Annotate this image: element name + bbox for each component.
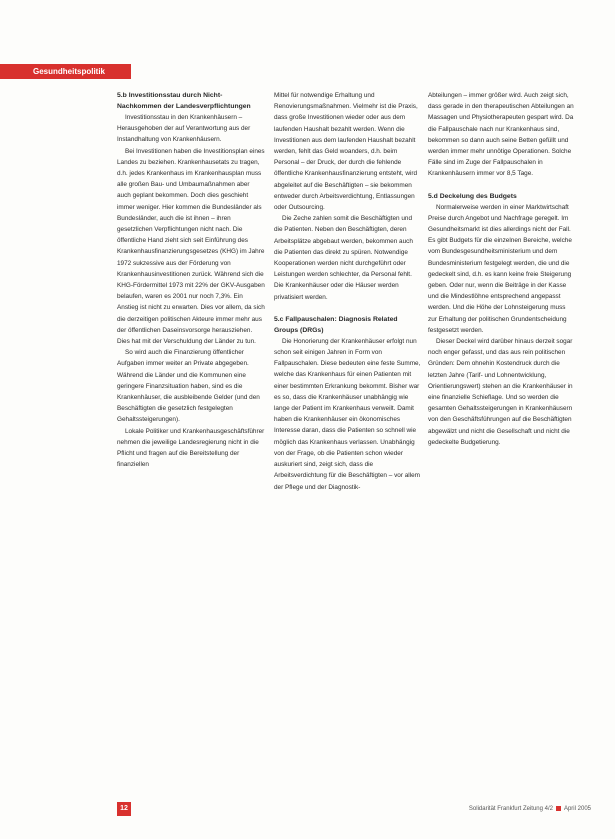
section-tag: Gesundheitspolitik (0, 64, 131, 79)
paragraph: Investitionsstau in den Krankenhäusern – Herausgehoben der auf Verantwortung aus der Instandhaltung von Krankenhäusern. (117, 114, 251, 144)
section-heading-5b: 5.b Investitionsstau durch Nicht-Nachkommen der Landesverpflichtungen (117, 92, 251, 110)
paragraph: So wird auch die Finanzierung öffentlicher Aufgaben immer weiter an Private abgegeben. Während die Länder und die Kommunen eine geringere Finanzsituation haben, sind es die Krankenhäuser, die ausbleibende Gelder (und den Beschäftigten die gesetzlich festgelegten Gehaltssteigerungen). (117, 349, 260, 424)
footer-publication: Solidarität Frankfurt Zeitung 4/2 (468, 806, 553, 813)
paragraph: Bei Investitionen haben die Investitionsplan eines Landes zu beziehen. Krankenhausetats zu tragen, d.h. jedes Krankenhaus im Krankenhausplan muss alle großen Bau- und Umbaumaßnahmen aber auch geplant bekommen. Doch dies geschieht immer weniger. Hier kommen die Bundesländer als Bundesländer, auch die ist ihnen – ihren gesetzlichen Verpflichtungen nicht nach. Die öffentliche Hand zieht sich seit Einführung des Krankenhausfinanzierungsgesetzes (KHG) im Jahre 1972 sukzessive aus der Förderung von Krankenhausinvestitionen zurück. Während sich die KHG-Fördermittel 1973 mit 22% der GKV-Ausgaben belaufen, waren es 2001 nur noch 7,3%. Ein Anstieg ist nicht zu erwarten. Dies vor allem, da sich die derzeitigen politischen Akteure immer mehr aus der öffentlichen Daseinsvorsorge herausziehen. Dies hat mit der Verschuldung der Länder zu tun. (117, 147, 265, 346)
footer-date: April 2005 (563, 806, 591, 813)
paragraph: Die Zeche zahlen somit die Beschäftigten und die Patienten. Neben den Beschäftigten, deren Arbeitsplätze abgebaut werden, bekommen auch die Patienten das direkt zu spüren. Notwendige Kooperationen werden nicht durchgeführt oder Leistungen werden schlechter, da Personal fehlt. Die Krankenhäuser oder die Häuser werden privatisiert werden. (274, 215, 413, 301)
column-3 (428, 90, 576, 448)
paragraph: Lokale Politiker und Krankenhausgeschäftsführer nehmen die jeweilige Landesregierung nicht in die Pflicht und fragen auf die Bereitstellung der finanziellen (117, 427, 265, 469)
paragraph: Die Honorierung der Krankenhäuser erfolgt nun schon seit einigen Jahren in Form von Fallpauschalen. Diese bedeuten eine feste Summe, welche das Krankenhaus für einen Patienten mit einer bestimmten Erkrankung bekommt. Bisher war es so, dass die Krankenhäuser unabhängig wie lange der Patient im Krankenhaus verweilt. Damit haben die Krankenhäuser ein ökonomisches Interesse daran, dass die Patienten so schnell wie möglich das Krankenhaus verlassen. Unabhängig von der Frage, ob die Patienten schon wieder auskuriert sind, zeigt sich, dass die Arbeitsverdichtung für die Beschäftigten – vor allem der Pflege und der Diagnostik- (274, 337, 421, 491)
footer-note (469, 806, 591, 812)
square-icon (556, 806, 561, 811)
paragraph: Dieser Deckel wird darüber hinaus derzeit sogar noch enger gefasst, und das aus rein politischen Gründen: Dem ohnehin Kostendruck durch die letzten Jahre (Tarif- und Lohnentwicklung, Orientierungswert) stehen an die Krankenhäuser in eine finanzielle Schieflage. Und so werden die gesamten Gehaltssteigerungen in Krankenhäusern von den Geschäftsführungen auf die Beschäftigten abgewälzt und nicht die Gesellschaft und nicht die gedeckelte Budgetierung. (428, 338, 573, 446)
column-1 (117, 90, 265, 471)
section-heading-5c: 5.c Fallpauschalen: Diagnosis Related Groups (DRGs) (274, 315, 398, 334)
column-2 (274, 90, 422, 493)
paragraph: Abteilungen – immer größer wird. Auch zeigt sich, dass gerade in den therapeutischen Abteilungen an Massagen und Physiotherapeuten gespart wird. Da die Fallpauschale nach nur Krankenhaus sind, bekommen so dann auch seine Betten gefüllt und werden immer mehr unnötige Operationen. Solche Fälle sind im Zuge der Fallpauschalen in Krankenhäusern immer vor 8,5 Tage. (428, 92, 574, 178)
paragraph: Normalerweise werden in einer Marktwirtschaft Preise durch Angebot und Nachfrage geregelt. Im Gesundheitsmarkt ist dies allerdings nicht der Fall. Es gibt Budgets für die einzelnen Bereiche, welche vom Bundesgesundheitsministerium und dem Bundesministerium festgelegt werden, die und die gedeckelt sind, d.h. es kann keine freie Steigerung geben. Oder nur, wenn die Beiträge in der Kasse und die Mindestlöhne entsprechend angepasst werden. Und die Höhe der Lohnsteigerung muss zur Erhaltung der politischen Grundentscheidung festgesetzt werden. (428, 203, 572, 334)
section-heading-5d: 5.d Deckelung des Budgets (428, 192, 517, 200)
page-number: 12 (117, 802, 131, 816)
paragraph: Mittel für notwendige Erhaltung und Renovierungsmaßnahmen. Vielmehr ist die Praxis, dass große Investitionen wieder oder aus dem laufenden Haushalt bezahlt werden. Wenn die Investitionen aus dem laufenden Haushalt bezahlt werden, fehlt das Geld woanders, d.h. beim Personal – der Druck, der durch die fehlende öffentliche Krankenhausfinanzierung entsteht, wird abgeleitet auf die Beschäftigten – sie bekommen entweder durch Arbeitsverdichtung, Entlassungen oder Outsourcing. (274, 92, 418, 212)
